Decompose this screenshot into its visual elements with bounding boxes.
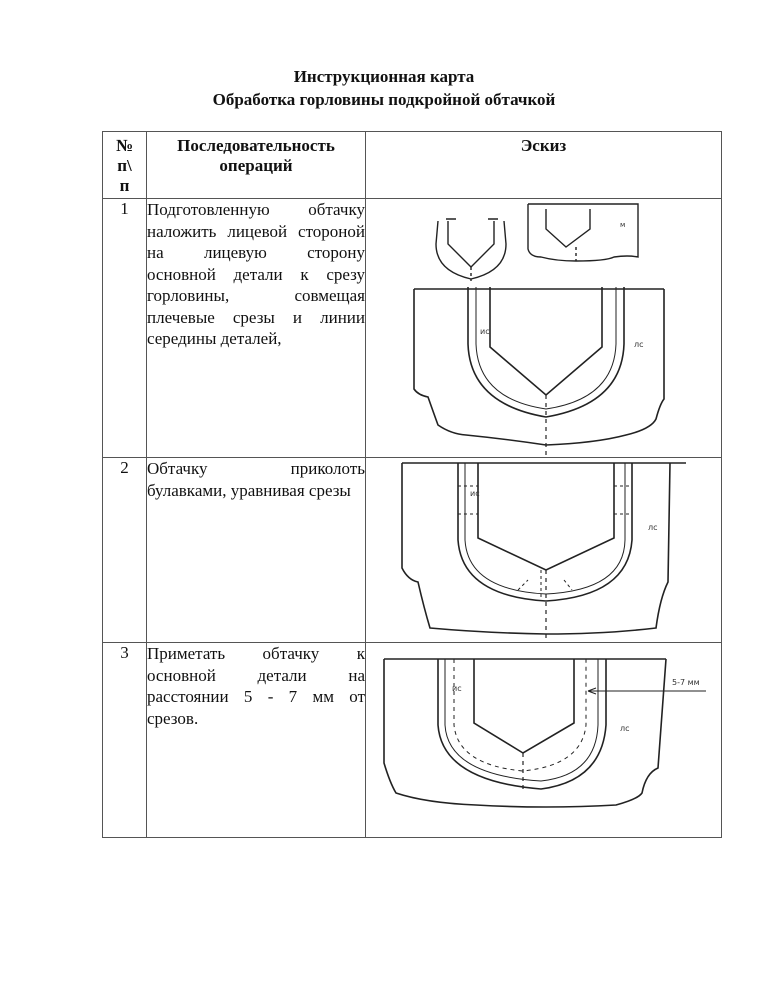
sketch-cell <box>366 199 722 458</box>
inner-side-label: ис <box>452 684 462 693</box>
card-subtitle: Обработка горловины подкройной обтачкой <box>212 90 556 109</box>
table-row <box>103 199 722 458</box>
card-title: Инструкционная карта <box>293 67 475 86</box>
outer-side-label: лс <box>620 724 630 733</box>
row-number: 3 <box>103 643 147 838</box>
sketch-cell <box>366 643 722 838</box>
operation-text: Подготовленную обтачку наложить лицевой стороной на лицевую сторону основной детали к срезу горловины, совмещая плечевые срезы и линии середины деталей, <box>147 199 366 458</box>
sketch-1 <box>366 199 721 457</box>
column-header-num: № п\ п <box>103 132 147 199</box>
sketch-2 <box>366 458 721 642</box>
instruction-table <box>102 131 722 838</box>
column-header-operations: Последовательность операций <box>147 132 366 199</box>
header-row <box>103 132 722 199</box>
facing-mark-label: м <box>620 221 626 229</box>
row-number: 1 <box>103 199 147 458</box>
outer-side-label: лс <box>634 340 644 349</box>
row-number: 2 <box>103 458 147 643</box>
operation-text: Приметать обтачку к основной детали на расстоянии 5 - 7 мм от срезов. <box>147 643 366 838</box>
inner-side-label: ис <box>470 489 480 498</box>
facing-piece-sketch <box>436 219 506 281</box>
outer-side-label: лс <box>648 523 658 532</box>
column-header-sketch: Эскиз <box>366 132 722 199</box>
inner-side-label: ис <box>480 327 490 336</box>
main-piece-sketch <box>528 204 638 261</box>
table-row <box>103 643 722 838</box>
table-row <box>103 458 722 643</box>
sketch-cell <box>366 458 722 643</box>
pinned-facing-sketch <box>402 463 686 642</box>
sketch-3 <box>366 643 721 837</box>
allowance-label: 5-7 мм <box>672 678 700 687</box>
assembly-sketch <box>414 287 664 457</box>
basted-facing-sketch <box>384 659 706 807</box>
operation-text: Обтачку приколоть булавками, уравнивая срезы <box>147 458 366 643</box>
